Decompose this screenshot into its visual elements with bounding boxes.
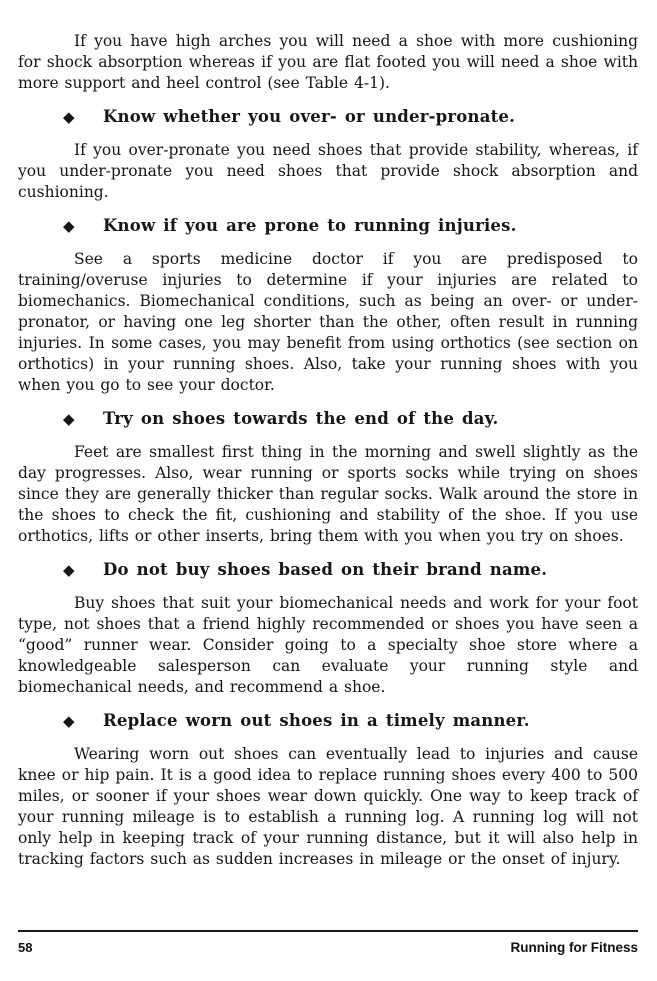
footer-row (18, 940, 638, 955)
section-heading (18, 710, 638, 732)
page-number: 58 (18, 940, 33, 955)
diamond-bullet-icon: ◆ (63, 410, 75, 428)
heading-label: Know if you are prone to running injuries. (103, 216, 517, 235)
paragraph: If you over-pronate you need shoes that provide stability, whereas, if you under-pronate you need shoes that provide shock absorption and cushioning. (18, 141, 638, 201)
diamond-bullet-icon: ◆ (63, 108, 75, 126)
diamond-bullet-icon: ◆ (63, 561, 75, 579)
book-title: Running for Fitness (510, 940, 638, 955)
section-heading (18, 559, 638, 581)
section-heading (18, 106, 638, 128)
section-heading (18, 408, 638, 430)
diamond-bullet-icon: ◆ (63, 217, 75, 235)
heading-label: Do not buy shoes based on their brand name. (103, 560, 548, 579)
footer-rule-divider (18, 930, 638, 932)
body-text (18, 31, 638, 882)
heading-label: Know whether you over- or under-pronate. (103, 107, 516, 126)
section-heading (18, 215, 638, 237)
paragraph: Wearing worn out shoes can eventually lead to injuries and cause knee or hip pain. It is a good idea to replace running shoes every 400 to 500 miles, or sooner if your shoes wear down quickly. One way to keep track of your running mileage is to establish a running log. A running log will not only help in keeping track of your running distance, but it will also help in tracking factors such as sudden increases in mileage or the onset of injury. (18, 745, 638, 868)
paragraph: See a sports medicine doctor if you are predisposed to training/overuse injuries to determine if your injuries are related to biomechanics. Biomechanical conditions, such as being an over- or under-pronator, or having one leg shorter than the other, often result in running injuries. In some cases, you may benefit from using orthotics (see section on orthotics) in your running shoes. Also, take your running shoes with you when you go to see your doctor. (18, 250, 638, 394)
paragraph: Feet are smallest first thing in the morning and swell slightly as the day progresses. Also, wear running or sports socks while trying on shoes since they are generally thicker than regular socks. Walk around the store in the shoes to check the fit, cushioning and stability of the shoe. If you use orthotics, lifts or other inserts, bring them with you when you try on shoes. (18, 443, 638, 545)
page-footer (18, 930, 638, 955)
heading-label: Replace worn out shoes in a timely manner. (103, 711, 530, 730)
heading-label: Try on shoes towards the end of the day. (103, 409, 499, 428)
paragraph: If you have high arches you will need a shoe with more cushioning for shock absorption whereas if you are flat footed you will need a shoe with more support and heel control (see Table 4-1). (18, 32, 638, 92)
diamond-bullet-icon: ◆ (63, 712, 75, 730)
paragraph: Buy shoes that suit your biomechanical needs and work for your foot type, not shoes that a friend highly recommended or shoes you have seen a “good” runner wear. Consider going to a specialty shoe store where a knowledgeable salesperson can evaluate your running style and biomechanical needs, and recommend a shoe. (18, 594, 638, 696)
